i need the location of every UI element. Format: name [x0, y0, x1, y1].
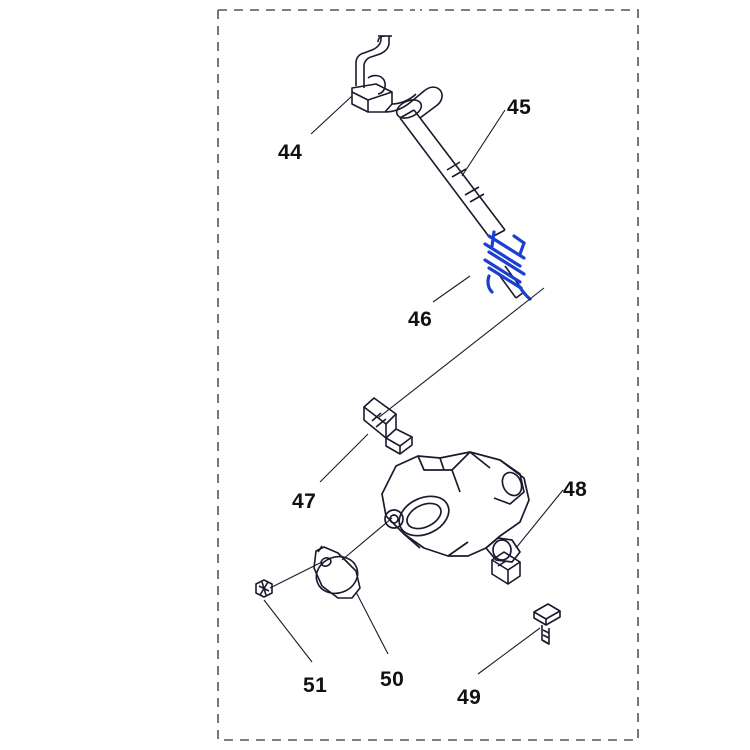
part-nut [256, 580, 272, 597]
callout-48: 48 [563, 478, 588, 501]
leader-lines [264, 96, 563, 674]
callout-51: 51 [303, 674, 328, 697]
part-stopper-plate [311, 546, 363, 599]
diagram-border [218, 10, 638, 740]
callout-49: 49 [457, 686, 482, 709]
part-flange-bolt [534, 604, 560, 644]
callout-47: 47 [292, 490, 317, 513]
part-shift-drum-housing [382, 452, 529, 562]
part-return-spring [485, 232, 530, 299]
callout-44: 44 [278, 141, 303, 164]
part-bushing-collar [364, 398, 412, 454]
callout-45: 45 [507, 96, 532, 119]
callout-46: 46 [408, 308, 433, 331]
callout-50: 50 [380, 668, 405, 691]
